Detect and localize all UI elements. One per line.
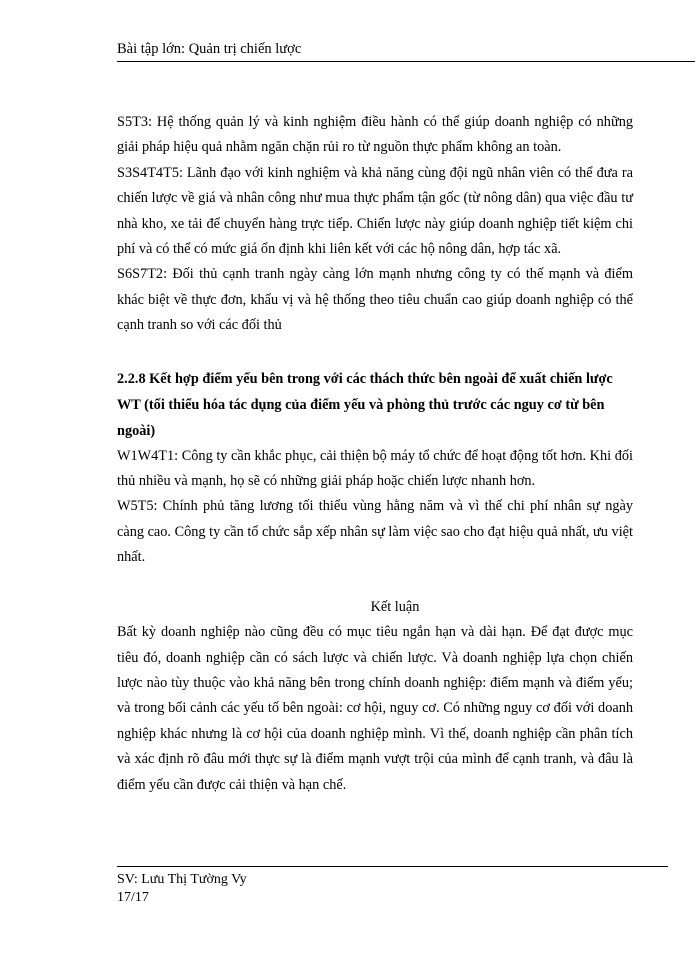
paragraph-s6s7t2: S6S7T2: Đối thủ cạnh tranh ngày càng lớn mạnh nhưng công ty có thế mạnh và điểm khác biệt về thực đơn, khẩu vị và hệ thống theo tiêu chuẩn cao giúp doanh nghiệp có thể cạnh tranh so với các đối thủ xyxy=(117,266,633,334)
page-footer xyxy=(117,871,247,907)
paragraph-w1w4t1: W1W4T1: Công ty cần khắc phục, cải thiện bộ máy tổ chức để hoạt động tốt hơn. Khi đối thủ nhiều và mạnh, họ sẽ có những giải pháp hoặc chiến lược nhanh hơn. xyxy=(117,447,633,490)
conclusion-text: Bất kỳ doanh nghiệp nào cũng đều có mục tiêu ngắn hạn và dài hạn. Để đạt được mục tiêu đó, doanh nghiệp cần có sách lược và chiến lược. Và doanh nghiệp lựa chọn chiến lược nào tùy thuộc vào khả năng bên trong chính doanh nghiệp: điểm mạnh và điểm yếu; và trong bối cảnh các yếu tố bên ngoài: cơ hội, nguy cơ. Có những nguy cơ đối với doanh nghiệp khác nhưng là cơ hội của doanh nghiệp mình. Vì thế, doanh nghiệp cần phân tích và xác định rõ đâu mới thực sự là điểm mạnh vượt trội của mình để cạnh tranh, và đâu là điểm yếu cần được cải thiện và hạn chế. xyxy=(117,624,633,793)
paragraph-s3s4t4t5: S3S4T4T5: Lãnh đạo với kinh nghiệm và khả năng cùng đội ngũ nhân viên có thể đưa ra chiến lược về giá và nhân công như mua thực phẩm tận gốc (từ nông dân) qua việc đầu tư nhà kho, xe tải để chuyển hàng trực tiếp. Chiến lược này giúp doanh nghiệp tiết kiệm chi phí và có thể có mức giá ổn định khi liên kết với các hộ nông dân, hợp tác xã. xyxy=(117,164,633,258)
conclusion-title: Kết luận xyxy=(370,598,420,615)
paragraph-s5t3: S5T3: Hệ thống quản lý và kinh nghiệm điều hành có thể giúp doanh nghiệp có những giải pháp hiệu quả nhằm ngăn chặn rủi ro từ nguồn thực phẩm không an toàn. xyxy=(117,114,633,156)
paragraph-w5t5: W5T5: Chính phủ tăng lương tối thiểu vùng hằng năm và vì thế chi phí nhân sự ngày càng cao. Công ty cần tổ chức sắp xếp nhân sự làm việc sao cho đạt hiệu quả nhất, ưu việt nhất. xyxy=(117,498,633,566)
page-header: Bài tập lớn: Quản trị chiến lược xyxy=(117,41,302,57)
header-divider xyxy=(117,61,695,62)
page-number: 17/17 xyxy=(117,890,149,905)
footer-divider xyxy=(117,866,668,867)
section-heading: 2.2.8 Kết hợp điểm yếu bên trong với các thách thức bên ngoài để xuất chiến lược WT (tối thiểu hóa tác dụng của điểm yếu và phòng thủ trước các nguy cơ từ bên ngoài) xyxy=(117,370,613,439)
footer-author: SV: Lưu Thị Tường Vy xyxy=(117,872,247,887)
document-body xyxy=(117,110,633,798)
